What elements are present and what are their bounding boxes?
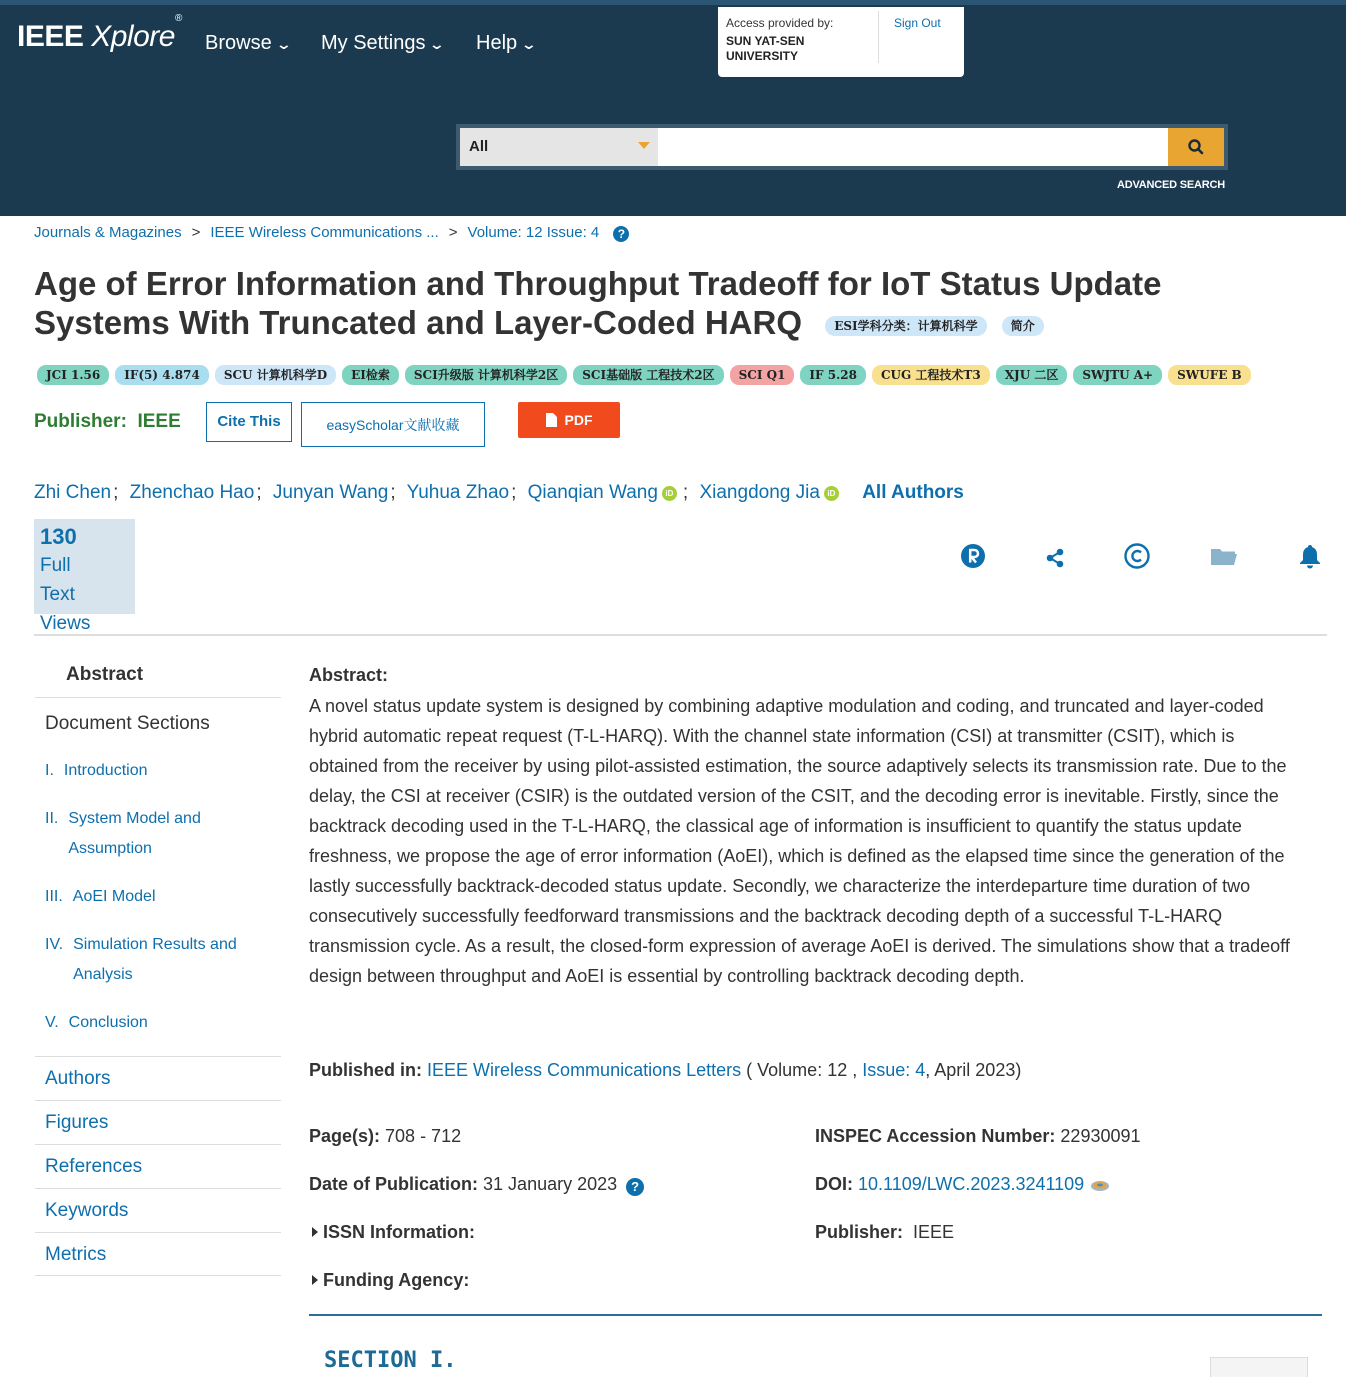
- document-sections-heading: Document Sections: [45, 713, 210, 734]
- orcid-icon[interactable]: iD: [824, 486, 839, 501]
- access-label: Access provided by:: [726, 16, 834, 30]
- breadcrumb-separator: >: [448, 224, 458, 241]
- journal-link[interactable]: IEEE Wireless Communications Letters: [427, 1060, 742, 1080]
- abstract-text: A novel status update system is designed by combining adaptive modulation and coding, and truncated and layer-coded hybrid automatic repeat request (T-L-HARQ). With the channel state information (CSI) at transmitter (CSIT), which is obtained from the receiver by using pilot-assisted estimation, the source adaptively selects its transmission rate. Due to the delay, the CSI at receiver (CSIR) is the outdated version of the CSIT, and the decoding error is inevitable. Firstly, since the backtrack decoding used in the T-L-HARQ, the classical age of information is insufficient to quantify the status update freshness, we propose the age of error information (AoEI), which is defined as the elapsed time since the generation of the lastly successfully backtrack-decoded status update. Secondly, we characterize the interdeparture time duration of two consecutively successfully feedforward transmissions and the backtrack decoding depth of a successful T-L-HARQ transmission cycle. As a result, the closed-form expression of average AoEI is derived. The simulations show that a tradeoff design between throughput and AoEI is essential by controlling backtrack decoding depth.: [309, 696, 1290, 986]
- all-authors-link[interactable]: All Authors: [862, 482, 964, 503]
- rights-icon[interactable]: [959, 542, 987, 570]
- help-icon[interactable]: ?: [613, 226, 629, 242]
- floating-side-panel[interactable]: [1210, 1357, 1308, 1377]
- doi-meta: DOI: 10.1109/LWC.2023.3241109: [815, 1174, 1111, 1195]
- header-top-strip: [0, 0, 1346, 5]
- divider: [34, 634, 1327, 636]
- institution-access-box: [718, 7, 964, 77]
- help-icon[interactable]: ?: [626, 1178, 644, 1196]
- badge: CUG 工程技术T3: [872, 365, 990, 385]
- sidebar-section-link[interactable]: I. Introduction: [45, 762, 148, 779]
- access-institution: SUN YAT-SEN UNIVERSITY: [726, 34, 805, 63]
- author-link[interactable]: Qianqian Wang: [527, 482, 658, 503]
- search-input[interactable]: [658, 128, 1168, 166]
- divider: [878, 11, 879, 63]
- views-label: Full: [40, 555, 71, 576]
- journal-rank-badges: [37, 365, 1257, 385]
- full-text-views-metric[interactable]: [34, 519, 135, 634]
- search-bar: [456, 124, 1228, 170]
- page-title: Age of Error Information and Throughput Tradeoff for IoT Status Update Systems With Truncated and Layer-Coded HARQ ESI学科分类：计算机科学 简介: [34, 265, 1162, 341]
- breadcrumb-issue[interactable]: Volume: 12 Issue: 4: [467, 224, 600, 241]
- badge: SCI Q1: [730, 365, 795, 385]
- badge: SWUFE B: [1168, 365, 1251, 385]
- issn-toggle[interactable]: ISSN Information:: [312, 1222, 475, 1243]
- sci-hub-icon[interactable]: [1089, 1177, 1111, 1193]
- esi-tag[interactable]: ESI学科分类：计算机科学: [825, 316, 986, 336]
- inspec-meta: INSPEC Accession Number: 22930091: [815, 1126, 1141, 1146]
- easyscholar-button[interactable]: easyScholar文献收藏: [301, 402, 485, 447]
- sidebar-section-link[interactable]: II. System Model and Assumption: [45, 810, 201, 857]
- breadcrumb-separator: >: [191, 224, 201, 241]
- share-icon[interactable]: [1041, 542, 1069, 570]
- author-link[interactable]: Junyan Wang: [272, 482, 389, 503]
- ieee-xplore-logo[interactable]: IEEE Xplore®: [17, 13, 182, 53]
- badge: JCI 1.56: [37, 365, 109, 385]
- author-link[interactable]: Yuhua Zhao: [406, 482, 510, 503]
- sidebar-item-abstract[interactable]: Abstract: [35, 660, 281, 698]
- badge: EI检索: [342, 365, 399, 385]
- funding-toggle[interactable]: Funding Agency:: [312, 1270, 469, 1291]
- summary-tag[interactable]: 简介: [1002, 316, 1044, 336]
- sign-out-link[interactable]: Sign Out: [894, 16, 941, 30]
- chevron-down-icon: ⌄: [520, 36, 538, 52]
- nav-help[interactable]: Help ⌄: [476, 32, 538, 54]
- breadcrumb: [34, 224, 629, 242]
- sidebar-section-link[interactable]: III. AoEI Model: [45, 888, 156, 905]
- sidebar-item-figures[interactable]: Figures: [35, 1100, 281, 1144]
- badge: IF 5.28: [800, 365, 866, 385]
- publisher-meta: Publisher: IEEE: [815, 1222, 955, 1242]
- issue-link[interactable]: Issue: 4: [862, 1060, 926, 1080]
- author-link[interactable]: Xiangdong Jia: [699, 482, 820, 503]
- pdf-button[interactable]: PDF: [518, 402, 620, 438]
- breadcrumb-journals[interactable]: Journals & Magazines: [34, 224, 182, 241]
- author-link[interactable]: Zhenchao Hao: [129, 482, 255, 503]
- sidebar-section-link[interactable]: V. Conclusion: [45, 1014, 148, 1031]
- abstract-heading: Abstract:: [309, 665, 389, 685]
- breadcrumb-journal-name[interactable]: IEEE Wireless Communications ...: [210, 224, 439, 241]
- publication-date-meta: Date of Publication: 31 January 2023 ?: [309, 1174, 644, 1196]
- badge: IF(5) 4.874: [115, 365, 209, 385]
- bell-icon[interactable]: [1296, 542, 1324, 570]
- document-sidebar: [35, 660, 281, 1276]
- sidebar-item-authors[interactable]: Authors: [35, 1056, 281, 1100]
- section-heading: SECTION I.: [324, 1348, 457, 1373]
- badge: SWJTU A+: [1073, 365, 1162, 385]
- chevron-down-icon: ⌄: [429, 36, 446, 52]
- publisher-label: Publisher: IEEE: [34, 411, 181, 432]
- caret-right-icon: [312, 1227, 318, 1237]
- author-link[interactable]: Zhi Chen: [34, 482, 112, 503]
- badge: SCI基础版 工程技术2区: [573, 365, 723, 385]
- chevron-down-icon: ⌄: [275, 36, 292, 52]
- search-button[interactable]: [1168, 128, 1224, 166]
- sidebar-item-keywords[interactable]: Keywords: [35, 1188, 281, 1232]
- cite-this-button[interactable]: Cite This: [206, 402, 292, 442]
- published-in: Published in: IEEE Wireless Communications Letters ( Volume: 12 , Issue: 4, April 2023): [309, 1060, 1022, 1080]
- sidebar-item-metrics[interactable]: Metrics: [35, 1232, 281, 1276]
- search-icon: [1168, 128, 1224, 166]
- author-list: Zhi Chen ; Zhenchao Hao ; Junyan Wang ; Yuhua Zhao ; Qianqian Wang iD ; Xiangdong Jia iD All Authors: [34, 482, 964, 503]
- pdf-file-icon: [546, 413, 557, 427]
- folder-icon[interactable]: [1209, 542, 1239, 570]
- nav-my-settings[interactable]: My Settings ⌄: [321, 32, 446, 54]
- global-header: [0, 0, 1346, 216]
- caret-down-icon: [638, 142, 650, 149]
- views-label: Text Views: [40, 584, 91, 634]
- nav-browse[interactable]: Browse ⌄: [205, 32, 292, 54]
- search-scope-select[interactable]: All: [460, 128, 658, 166]
- sidebar-item-references[interactable]: References: [35, 1144, 281, 1188]
- advanced-search-link[interactable]: ADVANCED SEARCH: [1116, 179, 1225, 191]
- orcid-icon[interactable]: iD: [662, 486, 677, 501]
- pages-meta: Page(s): 708 - 712: [309, 1126, 462, 1146]
- badge: XJU 二区: [996, 365, 1068, 385]
- doi-link[interactable]: 10.1109/LWC.2023.3241109: [858, 1174, 1085, 1194]
- badge: SCU 计算机科学D: [215, 365, 336, 385]
- section-divider: [309, 1314, 1322, 1316]
- caret-right-icon: [312, 1275, 318, 1285]
- sidebar-section-link[interactable]: IV. Simulation Results and Analysis: [45, 936, 237, 983]
- badge: SCI升级版 计算机科学2区: [405, 365, 567, 385]
- copyright-icon[interactable]: [1123, 542, 1151, 570]
- views-count: 130: [40, 524, 77, 549]
